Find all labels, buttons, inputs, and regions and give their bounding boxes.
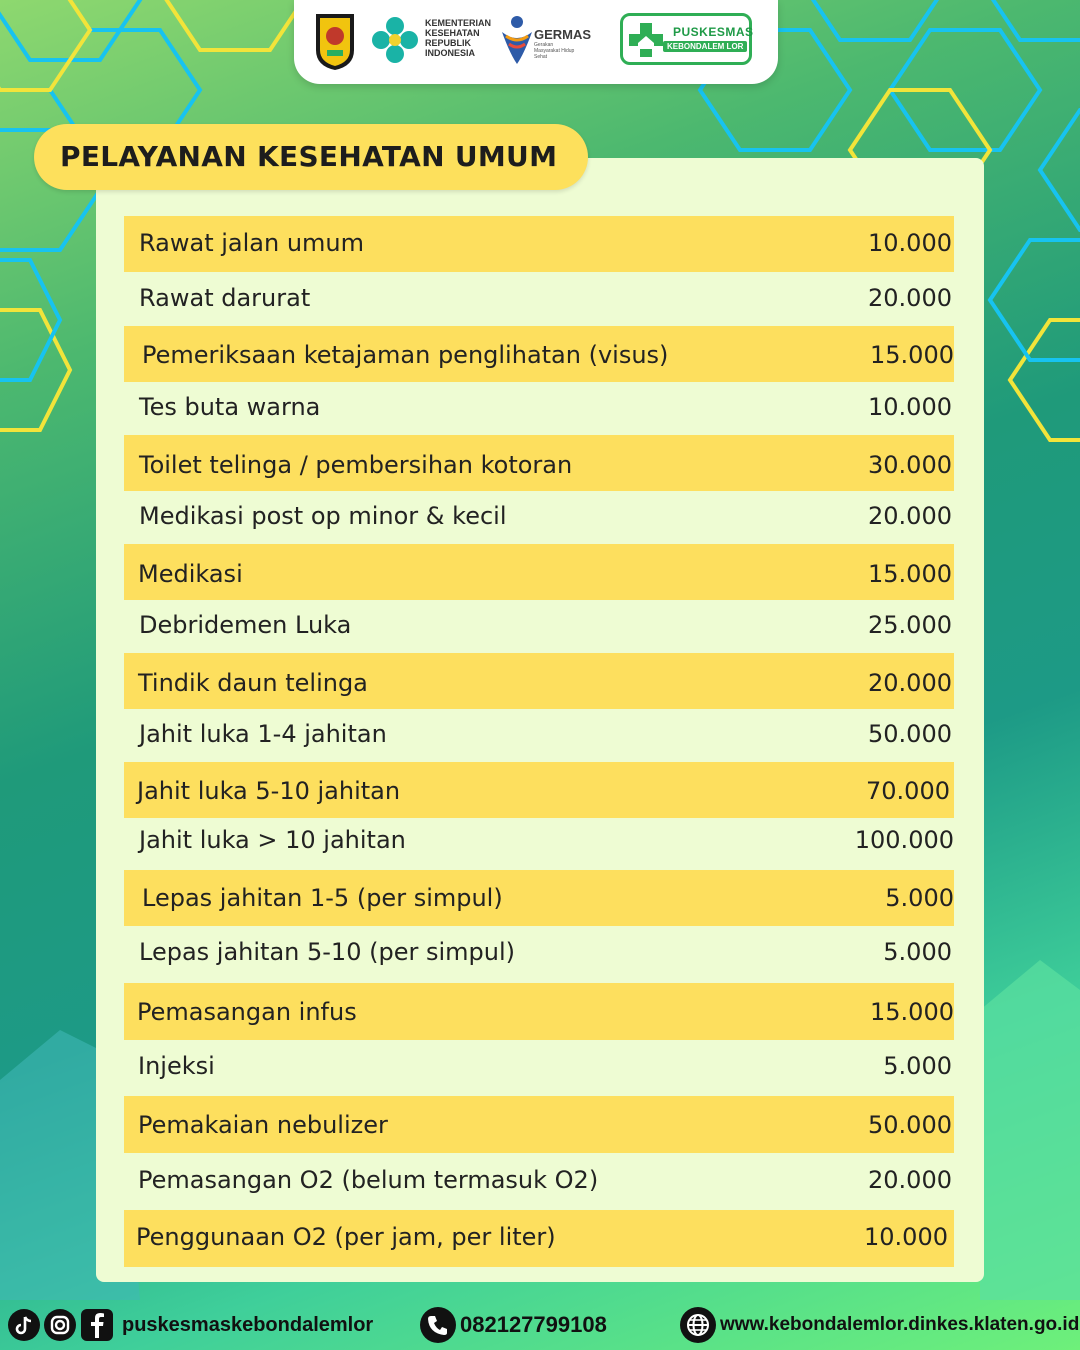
service-row — [124, 326, 954, 382]
service-name: Tes buta warna — [139, 393, 321, 421]
phone-icon — [420, 1307, 456, 1343]
service-row — [124, 818, 954, 868]
footer-phone — [420, 1305, 607, 1345]
service-price: 10.000 — [868, 393, 952, 421]
service-price: 50.000 — [868, 720, 952, 748]
service-row — [124, 600, 954, 652]
service-price: 50.000 — [868, 1111, 952, 1139]
kemenkes-wordmark: KEMENTERIAN KESEHATAN REPUBLIK INDONESIA — [425, 18, 492, 58]
service-row — [124, 983, 954, 1040]
service-price: 20.000 — [868, 502, 952, 530]
instagram-icon — [44, 1309, 76, 1341]
service-row — [124, 1153, 954, 1207]
footer-social — [8, 1305, 373, 1345]
service-price: 70.000 — [866, 777, 950, 805]
phone-number: 082127799108 — [460, 1312, 607, 1337]
service-name: Pemeriksaan ketajaman penglihatan (visus) — [142, 341, 669, 369]
service-row — [124, 1040, 954, 1094]
puskesmas-name: PUSKESMAS — [673, 25, 754, 39]
service-price: 10.000 — [868, 229, 952, 257]
service-price: 30.000 — [868, 451, 952, 479]
service-name: Debridemen Luka — [139, 611, 352, 639]
service-name: Jahit luka 5-10 jahitan — [137, 777, 401, 805]
service-row — [124, 272, 954, 324]
service-price: 20.000 — [868, 284, 952, 312]
service-row — [124, 926, 954, 980]
service-name: Pemasangan O2 (belum termasuk O2) — [138, 1166, 599, 1194]
service-row — [124, 435, 954, 491]
website-url: www.kebondalemlor.dinkes.klaten.go.id — [720, 1314, 1080, 1335]
service-price: 5.000 — [883, 938, 952, 966]
service-price: 15.000 — [870, 998, 954, 1026]
klaten-regency-seal-icon — [312, 10, 358, 72]
service-row — [124, 870, 954, 926]
service-name: Toilet telinga / pembersihan kotoran — [139, 451, 573, 479]
footer-website — [680, 1305, 1079, 1345]
social-handle: puskesmaskebondalemlor — [122, 1313, 374, 1336]
germas-title: GERMAS — [534, 27, 592, 42]
service-price: 25.000 — [868, 611, 952, 639]
service-row — [124, 216, 954, 272]
service-name: Medikasi — [138, 560, 243, 588]
service-price: 20.000 — [868, 669, 952, 697]
service-name: Medikasi post op minor & kecil — [139, 502, 507, 530]
service-row — [124, 491, 954, 543]
service-row — [124, 1210, 954, 1267]
service-price: 10.000 — [864, 1223, 948, 1251]
service-row — [124, 653, 954, 709]
service-name: Rawat jalan umum — [139, 229, 364, 257]
service-row — [124, 1096, 954, 1153]
health-cross-icon — [627, 21, 665, 59]
title-pill — [34, 124, 588, 190]
service-name: Tindik daun telinga — [138, 669, 368, 697]
service-row — [124, 762, 954, 818]
service-name: Lepas jahitan 1-5 (per simpul) — [142, 884, 503, 912]
service-name: Penggunaan O2 (per jam, per liter) — [136, 1223, 556, 1251]
service-price: 100.000 — [854, 826, 954, 854]
logo-bar — [294, 0, 778, 84]
page-title: PELAYANAN KESEHATAN UMUM — [60, 140, 558, 173]
service-name: Lepas jahitan 5-10 (per simpul) — [139, 938, 515, 966]
facebook-icon — [80, 1308, 114, 1342]
service-price: 20.000 — [868, 1166, 952, 1194]
service-price: 15.000 — [868, 560, 952, 588]
puskesmas-logo — [620, 13, 752, 65]
service-row — [124, 709, 954, 761]
service-name: Pemasangan infus — [137, 998, 357, 1026]
tiktok-icon — [8, 1309, 40, 1341]
kemenkes-logo-icon — [368, 14, 422, 66]
germas-subtitle: Gerakan Masyarakat Hidup Sehat — [534, 42, 575, 60]
service-price: 5.000 — [883, 1052, 952, 1080]
service-price: 15.000 — [870, 341, 954, 369]
globe-icon — [680, 1307, 716, 1343]
puskesmas-location: KEBONDALEM LOR — [663, 41, 747, 52]
service-name: Pemakaian nebulizer — [138, 1111, 388, 1139]
service-name: Jahit luka > 10 jahitan — [139, 826, 406, 854]
service-name: Jahit luka 1-4 jahitan — [139, 720, 387, 748]
service-row — [124, 382, 954, 434]
service-name: Injeksi — [138, 1052, 215, 1080]
service-row — [124, 544, 954, 600]
service-name: Rawat darurat — [139, 284, 311, 312]
germas-logo-icon — [500, 14, 534, 66]
service-price: 5.000 — [885, 884, 954, 912]
